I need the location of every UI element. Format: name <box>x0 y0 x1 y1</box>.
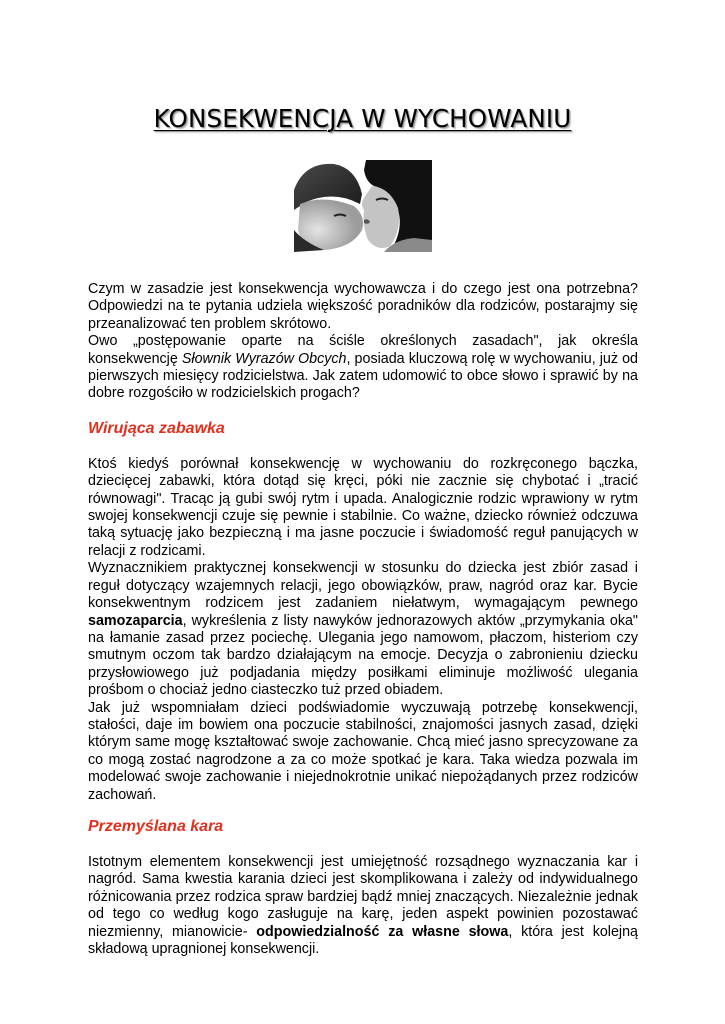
section1-p2-start: Wyznacznikiem praktycznej konsekwencji w stosunku do dziecka jest zbiór zasad i reguł dotyczący wzajemnych relacji, jego obowiązków, praw, nagród oraz kar. Bycie konsekwentnym rodzicem jest zadaniem niełatwym, wymagającym pewnego <box>88 560 638 612</box>
dictionary-title: Słownik Wyrazów Obcych <box>181 350 347 367</box>
intro-paragraph-1: Czym w zasadzie jest konsekwencja wychowawcza i do czego jest ona potrzebna? Odpowiedzi na te pytania udziela większość poradników dla rodziców, postarajmy się przeanalizować ten problem skrótowo. <box>88 281 638 332</box>
page-title: KONSEKWENCJA W WYCHOWANIU <box>153 104 572 134</box>
intro-p2-end: , posiada kluczową rolę w wychowaniu, już od pierwszych miesięcy rodzicielstwa. Jak zatem udomowić to obce słowo i sprawić by na dobre rozgościło w rodzicielskich progach? <box>88 350 638 402</box>
intro-paragraph-2 <box>88 333 638 403</box>
photo-mother-child <box>294 160 432 252</box>
section1-paragraph-2 <box>88 560 638 699</box>
section1-paragraph-3: Jak już wspomniałam dzieci podświadomie wyczuwają potrzebę konsekwencji, stałości, daje im bowiem ona poczucie stabilności, znajomości jasnych zasad, dzięki którym same mogę kształtować swoje zachowanie. Chcą mieć jasno sprecyzowane za co mogą zostać nagrodzone a za co może spotkać je kara. Taka wiedza pozwala im modelować swoje zachowanie i niejednokrotnie unikać niepożądanych przez rodziców zachowań. <box>88 699 638 803</box>
section1-paragraph-1: Ktoś kiedyś porównał konsekwencję w wychowaniu do rozkręconego bączka, dziecięcej zabawki, która dotąd się kręci, póki nie zacznie się chybotać i „tracić równowagi". Tracąc ją gubi swój rytm i upada. Analogicznie rodzic wprawiony w rytm swojej konsekwencji czuje się pewnie i stabilnie. Co ważne, dziecko również odczuwa taką sytuację jako bezpieczną i ma jasne poczucie i świadomość reguł panujących w relacji z rodzicami. <box>88 455 638 559</box>
section-heading-przemyslana-kara: Przemyślana kara <box>88 817 224 835</box>
article-body <box>88 281 638 958</box>
section-heading-wirujaca-zabawka: Wirująca zabawka <box>88 419 225 437</box>
section2-p1-end: , która jest kolejną składową upragnionej konsekwencji. <box>88 923 639 957</box>
samozaparcia-bold: samozaparcia <box>88 612 183 629</box>
section2-paragraph-1 <box>88 854 638 958</box>
photo-icon <box>294 160 432 252</box>
responsibility-bold: odpowiedzialność za własne słowa <box>256 923 509 940</box>
intro-p2-start: Owo „postępowanie oparte na ściśle określonych zasadach", jak określa konsekwencję <box>88 333 638 367</box>
section1-p2-end: , wykreślenia z listy nawyków jednorazowych aktów „przymykania oka" na łamanie zasad przez pociechę. Ulegania jego namowom, płaczom, histeriom czy smutnym oczom tak bardzo działającym na emocje. Decyzja o zabronieniu dziecku przysłowiowego już podjadania między posiłkami eliminuje możliwość ulegania prośbom o chociaż jedno ciasteczko tuż przed obiadem. <box>88 612 638 699</box>
section2-p1-start: Istotnym elementem konsekwencji jest umiejętność rozsądnego wyznaczania kar i nagród. Sama kwestia karania dzieci jest skomplikowana i zależy od indywidualnego różnicowania przez rodzica spraw bardziej bądź mniej znaczących. Niezależnie jednak od tego co według kogo zasługuje na karę, jeden aspekt powinien pozostawać niezmienny, mianowicie- <box>88 853 638 940</box>
